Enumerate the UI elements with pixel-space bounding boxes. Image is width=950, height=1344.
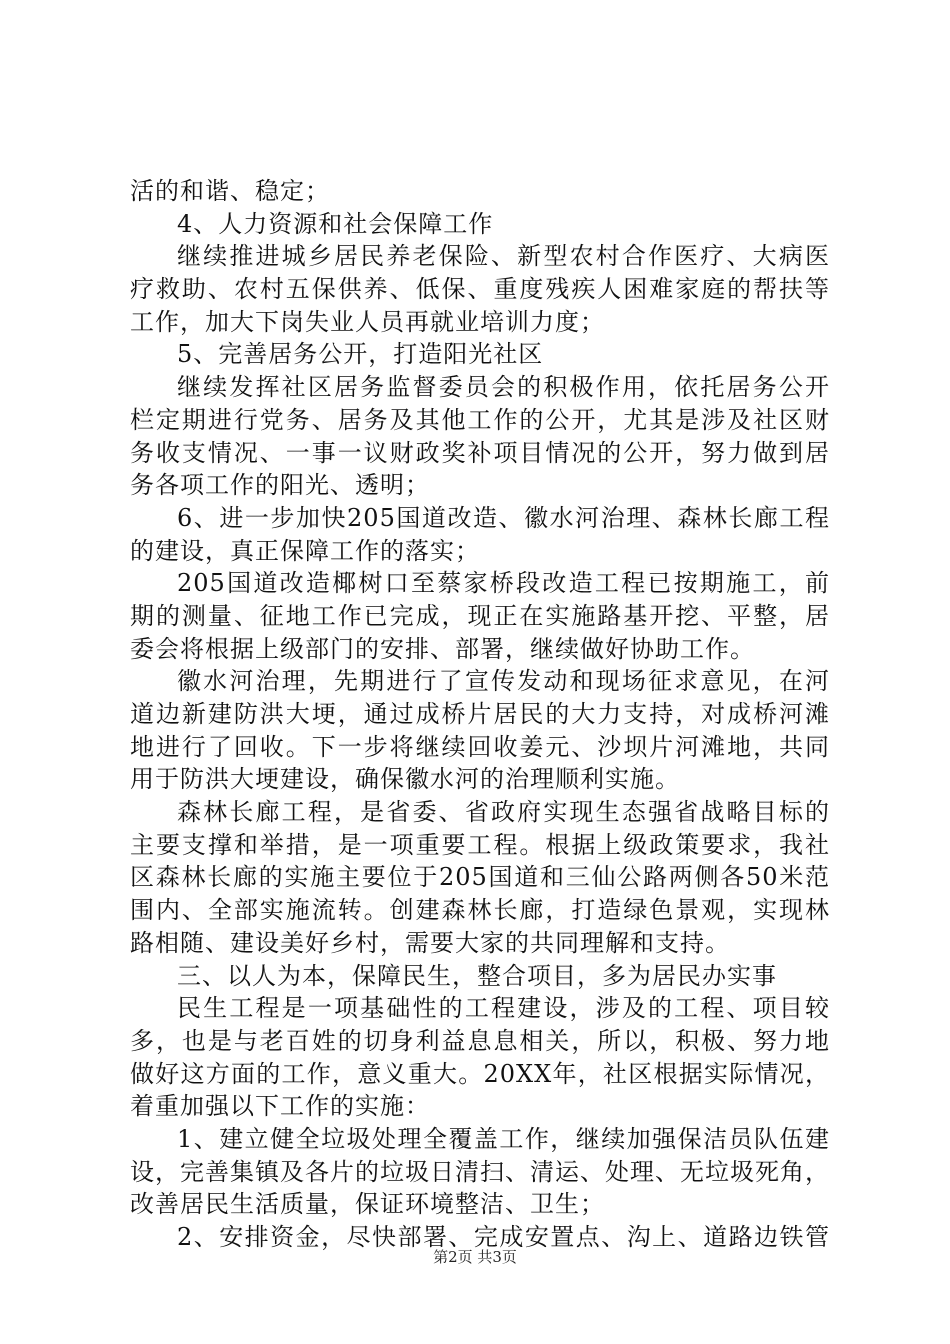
text-line: 务各项工作的阳光、透明；: [130, 471, 430, 500]
text-line: 6、进一步加快205国道改造、徽水河治理、森林长廊工程: [177, 503, 830, 532]
text-line: 做好这方面的工作，意义重大。20XX年，社区根据实际情况，: [130, 1059, 830, 1088]
text-line: 2、安排资金，尽快部署、完成安置点、沟上、道路边铁管: [177, 1223, 830, 1251]
text-line: 继续发挥社区居务监督委员会的积极作用，依托居务公开: [177, 373, 830, 402]
page-footer: 第2页 共3页: [433, 1248, 517, 1266]
text-line: 4、人力资源和社会保障工作: [177, 209, 494, 238]
text-line: 改善居民生活质量，保证环境整洁、卫生；: [130, 1190, 605, 1219]
text-line: 道边新建防洪大埂，通过成桥片居民的大力支持，对成桥河滩: [130, 700, 830, 728]
text-line: 务收支情况、一事一议财政奖补项目情况的公开，努力做到居: [130, 438, 830, 467]
text-line: 疗救助、农村五保供养、低保、重度残疾人困难家庭的帮扶等: [130, 275, 830, 304]
text-line: 地进行了回收。下一步将继续回收姜元、沙坝片河滩地，共同: [130, 732, 830, 761]
text-line: 围内、全部实施流转。创建森林长廊，打造绿色景观，实现林: [130, 896, 830, 925]
text-line: 的建设，真正保障工作的落实；: [130, 536, 480, 565]
text-line: 徽水河治理，先期进行了宣传发动和现场征求意见，在河: [177, 667, 830, 696]
text-line: 区森林长廊的实施主要位于205国道和三仙公路两侧各50米范: [130, 863, 830, 892]
text-line: 三、以人为本，保障民生，整合项目，多为居民办实事: [177, 961, 777, 990]
text-line: 用于防洪大埂建设，确保徽水河的治理顺利实施。: [130, 765, 680, 794]
text-line: 1、建立健全垃圾处理全覆盖工作，继续加强保洁员队伍建: [177, 1124, 830, 1153]
text-line: 205国道改造椰树口至蔡家桥段改造工程已按期施工，前: [177, 569, 830, 598]
text-line: 委会将根据上级部门的安排、部署，继续做好协助工作。: [130, 634, 755, 663]
text-line: 森林长廊工程，是省委、省政府实现生态强省战略目标的: [177, 798, 830, 827]
document-body: [130, 175, 830, 1254]
text-line: 工作，加大下岗失业人员再就业培训力度；: [130, 307, 605, 336]
text-line: 栏定期进行党务、居务及其他工作的公开，尤其是涉及社区财: [130, 405, 830, 434]
text-line: 5、完善居务公开，打造阳光社区: [177, 340, 544, 369]
text-line: 期的测量、征地工作已完成，现正在实施路基开挖、平整，居: [130, 601, 830, 630]
text-line: 着重加强以下工作的实施：: [130, 1092, 430, 1121]
text-line: 活的和谐、稳定；: [130, 177, 330, 205]
text-line: 多，也是与老百姓的切身利益息息相关，所以，积极、努力地: [130, 1026, 830, 1055]
text-line: 主要支撑和举措，是一项重要工程。根据上级政策要求，我社: [130, 830, 830, 859]
text-line: 路相随、建设美好乡村，需要大家的共同理解和支持。: [130, 928, 730, 957]
text-line: 设，完善集镇及各片的垃圾日清扫、清运、处理、无垃圾死角，: [130, 1157, 830, 1186]
text-line: 继续推进城乡居民养老保险、新型农村合作医疗、大病医: [177, 242, 830, 271]
text-line: 民生工程是一项基础性的工程建设，涉及的工程、项目较: [177, 994, 830, 1023]
